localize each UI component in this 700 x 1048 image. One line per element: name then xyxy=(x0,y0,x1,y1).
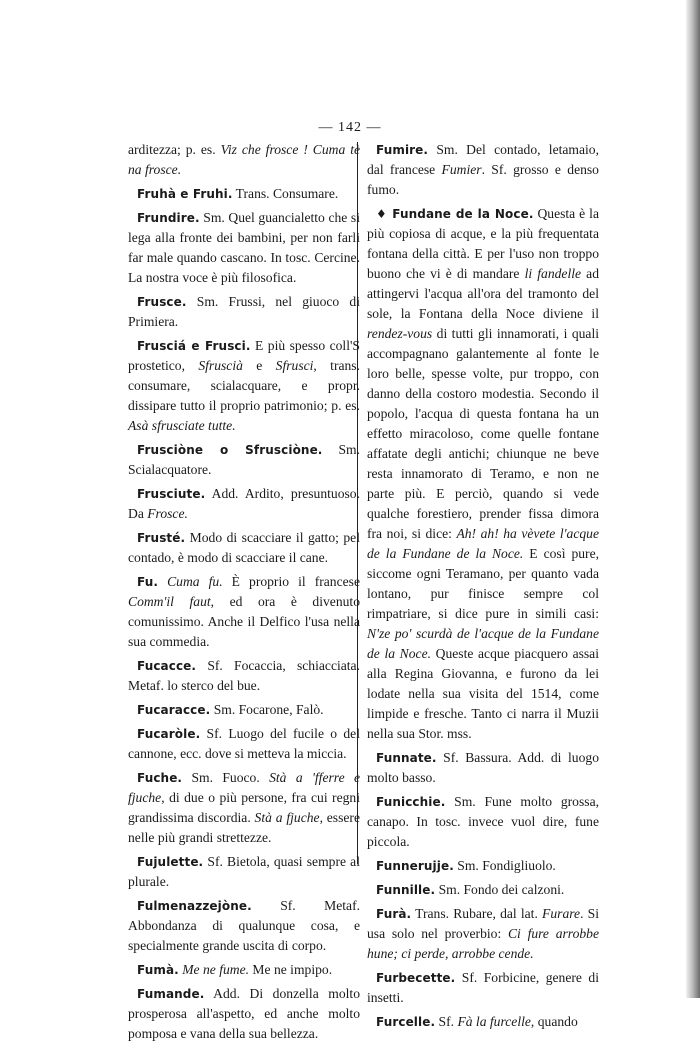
dictionary-entry xyxy=(367,792,599,852)
entry-headword: Frusciòne o Sfrusciòne. xyxy=(137,443,323,457)
entry-definition-text: È proprio il francese xyxy=(222,574,360,589)
entry-definition-text: Me ne impipo. xyxy=(249,962,333,977)
left-column xyxy=(128,140,360,1048)
entry-example-text: Fumier xyxy=(441,162,482,177)
entry-headword: Fumande. xyxy=(137,987,205,1001)
entry-definition-text: Questa è la più copiosa di acque, e la più frequentata fontana della città. E per l'uso non troppo buono che vi è di mandare xyxy=(367,206,599,281)
dictionary-entry xyxy=(128,984,360,1044)
entry-headword: Funnerujje. xyxy=(376,859,454,873)
entry-definition-text: Trans. Rubare, dal lat. xyxy=(411,906,543,921)
entry-example-text: Stà a fjuche xyxy=(254,810,320,825)
entry-definition-text: Sm. Fondo dei calzoni. xyxy=(435,882,565,897)
dictionary-entry xyxy=(128,336,360,436)
entry-headword: ♦ Fundane de la Noce. xyxy=(376,207,534,221)
entry-example-text: Comm'il faut xyxy=(128,594,211,609)
entry-definition-text: Modo di scacciare il gatto; pel contado, è modo di scacciare il cane. xyxy=(128,530,360,565)
entry-definition-text: E più spesso coll'S prostetico, xyxy=(128,338,360,373)
dictionary-entry xyxy=(367,856,599,876)
entry-example-text: Asà sfrusciate tutte. xyxy=(128,418,236,433)
entry-definition-text: di tutti gli innamorati, i quali accompagnano galantemente al fonte le loro belle, spesse volte, pur troppo, con danno della costoro modestia. Secondo il popolo, l'acqua di questa fontana ha un effetto miracoloso, come quelle fontane affatate degli antichi; chiunque ne beve resta innamorato di Teramo, e non ne parte più. E perciò, quando si vede qualche forestiero, prender fissa dimora fra noi, si dice: xyxy=(367,326,599,541)
entry-headword: Fucacce. xyxy=(137,659,197,673)
entry-definition-text: Sm. Fondigliuolo. xyxy=(453,858,556,873)
page-edge-shadow xyxy=(686,0,700,998)
right-column xyxy=(367,140,599,1036)
dictionary-entry xyxy=(128,700,360,720)
dictionary-entry xyxy=(128,656,360,696)
entry-headword: Fruhà e Fruhi. xyxy=(137,187,233,201)
entry-headword: Fumire. xyxy=(376,143,429,157)
dictionary-entry xyxy=(128,208,360,288)
dictionary-entry xyxy=(367,748,599,788)
entry-definition-text: Sm. Frussi, nel giuoco di Primiera. xyxy=(128,294,360,329)
entry-definition-text: Queste acque piacquero assai alla Regina Giovanna, e furono da lei lodate nella sua visita del 1514, come limpide e fresche. Tanto ci narra il Muzii nella sua Stor. mss. xyxy=(367,646,599,741)
entry-headword: Fulmenazzejòne. xyxy=(137,899,252,913)
dictionary-entry xyxy=(128,140,360,180)
entry-example-text: Frosce. xyxy=(147,506,188,521)
dictionary-entry xyxy=(128,184,360,204)
entry-definition-text: Sf. xyxy=(435,1014,458,1029)
entry-example-text: Fà la furcelle xyxy=(457,1014,531,1029)
entry-headword: Funicchie. xyxy=(376,795,446,809)
dictionary-entry xyxy=(367,880,599,900)
entry-headword: Furbecette. xyxy=(376,971,456,985)
page-number: — 142 — xyxy=(318,120,382,135)
entry-definition-text: Sf. Metaf. Abbondanza di qualunque cosa, e specialmente grande uscita di corpo. xyxy=(128,898,360,953)
entry-example-text: Cuma fu. xyxy=(167,574,223,589)
entry-example-text: Sfrusci xyxy=(275,358,314,373)
entry-headword: Frusciute. xyxy=(137,487,206,501)
entry-definition-text: Sm. Focarone, Falò. xyxy=(210,702,324,717)
entry-headword: Fucaracce. xyxy=(137,703,211,717)
entry-example-text: li fandelle xyxy=(524,266,582,281)
entry-example-text: Furare xyxy=(542,906,581,921)
entry-definition-text: Sm. Fuoco. xyxy=(182,770,270,785)
entry-headword: Fuche. xyxy=(137,771,183,785)
entry-definition-text: Sm. Scialacquatore. xyxy=(128,442,360,477)
entry-headword: Frundire. xyxy=(137,211,200,225)
entry-definition-text: , essere nelle più grandi strettezze. xyxy=(128,810,360,845)
entry-definition-text: . Sf. grosso e denso fumo. xyxy=(367,162,599,197)
entry-definition-text: , trans. consumare, scialacquare, e propr. dissipare tutto il proprio patrimonio; p. es. xyxy=(128,358,360,413)
entry-definition-text: Sf. Bassura. Add. di luogo molto basso. xyxy=(367,750,599,785)
dictionary-entry xyxy=(128,724,360,764)
entry-headword: Fujulette. xyxy=(137,855,204,869)
entry-definition-text: , quando xyxy=(530,1014,578,1029)
entry-definition-text: Sm. Quel guancialetto che si lega alla fronte dei bambini, per non farli far male quando cascano. In tosc. Cercine. La nostra voce è più filosofica. xyxy=(128,210,360,285)
entry-definition-text xyxy=(158,574,167,589)
entry-headword: Frusce. xyxy=(137,295,187,309)
entry-definition-text: Add. Ardito, presuntuoso. Da xyxy=(128,486,360,521)
entry-headword: Funnate. xyxy=(376,751,437,765)
entry-example-text: Sfruscià xyxy=(198,358,243,373)
dictionary-entry xyxy=(128,528,360,568)
entry-definition-text: Sm. Del contado, letamaio, dal francese xyxy=(367,142,599,177)
dictionary-entry xyxy=(128,440,360,480)
dictionary-entry xyxy=(128,572,360,652)
entry-headword: Furcelle. xyxy=(376,1015,436,1029)
entry-definition-text: , di due o più persone, fra cui regni grandissima discordia. xyxy=(128,790,360,825)
dictionary-entry xyxy=(128,852,360,892)
entry-example-text: Ci fure arrobbe hune; ci perde, arrobbe cende. xyxy=(367,926,599,961)
dictionary-entry xyxy=(367,204,599,744)
dictionary-entry xyxy=(128,896,360,956)
entry-definition-text: E così pure, siccome ogni Teramano, per quanto vada lontano, pur finisce sempre col rimpatriare, si dice pure in simili casi: xyxy=(367,546,599,621)
entry-definition-text: Add. Di donzella molto prosperosa all'aspetto, ed anche molto pomposa e vana della sua bellezza. xyxy=(128,986,360,1041)
dictionary-entry xyxy=(367,140,599,200)
entry-definition-text: Trans. Consumare. xyxy=(232,186,339,201)
dictionary-entry xyxy=(128,484,360,524)
entry-example-text: rendez-vous xyxy=(367,326,433,341)
dictionary-entry xyxy=(128,768,360,848)
entry-definition-text: Sf. Bietola, quasi sempre al plurale. xyxy=(128,854,360,889)
dictionary-entry xyxy=(367,968,599,1008)
entry-definition-text: Sf. Forbicine, genere di insetti. xyxy=(367,970,599,1005)
column-divider xyxy=(357,142,358,864)
entry-headword: Furà. xyxy=(376,907,412,921)
entry-definition-text: . Si usa solo nel proverbio: xyxy=(367,906,599,941)
entry-example-text: Me ne fume. xyxy=(182,962,250,977)
entry-headword: Fucaròle. xyxy=(137,727,201,741)
entry-definition-text: , ed ora è divenuto comunissimo. Anche il Delfico l'usa nella sua commedia. xyxy=(128,594,360,649)
entry-definition-text: Sf. Luogo del fucile o del cannone, ecc. dove si metteva la miccia. xyxy=(128,726,360,761)
entry-headword: Funnille. xyxy=(376,883,436,897)
entry-headword: Frusciá e Frusci. xyxy=(137,339,251,353)
dictionary-entry xyxy=(367,904,599,964)
entry-example-text: Viz che frosce ! Cuma tè na frosce. xyxy=(128,142,361,177)
dictionary-entry xyxy=(128,960,360,980)
entry-headword: Fu. xyxy=(137,575,159,589)
entry-example-text: Stà a 'fferre e fjuche xyxy=(128,770,360,805)
entry-definition-text: ad attingervi l'acqua all'ora del tramonto del sole, la Fontana della Noce diviene il xyxy=(367,266,599,321)
entry-definition-text: Sf. Focaccia, schiacciata. Metaf. lo sterco del bue. xyxy=(128,658,360,693)
dictionary-entry xyxy=(128,292,360,332)
entry-headword: Frusté. xyxy=(137,531,186,545)
entry-definition-text: Sm. Fune molto grossa, canapo. In tosc. invece vuol dire, fune piccola. xyxy=(367,794,599,849)
entry-definition-text: e xyxy=(242,358,276,373)
entry-example-text: N'ze po' scurdà de l'acque de la Fundane de la Noce. xyxy=(367,626,599,661)
entry-headword: Fumà. xyxy=(137,963,179,977)
entry-example-text: Ah! ah! ha vèvete l'acque de la Fundane de la Noce. xyxy=(367,526,599,561)
dictionary-entry xyxy=(367,1012,599,1032)
entry-definition-text: arditezza; p. es. xyxy=(128,142,221,157)
